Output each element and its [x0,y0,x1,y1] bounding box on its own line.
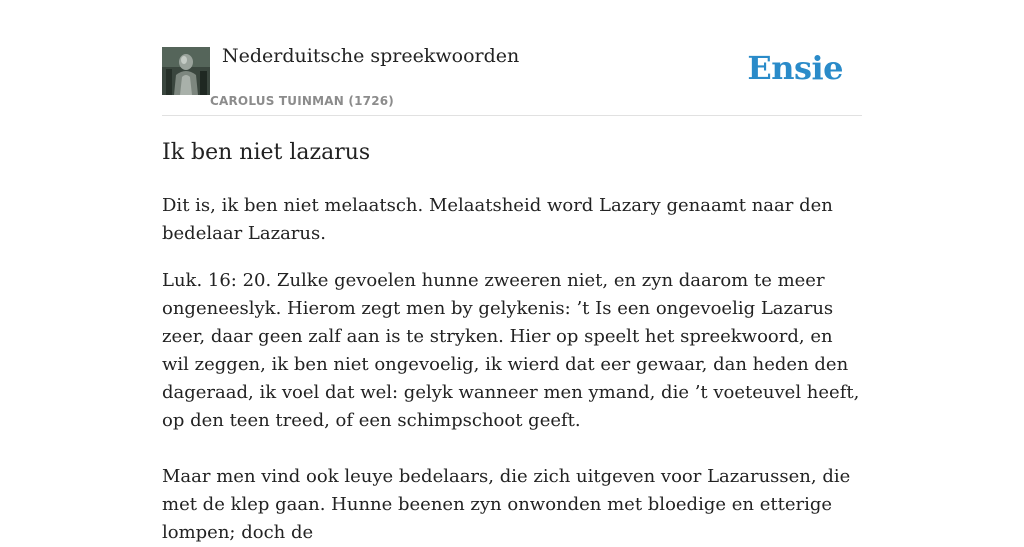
source-avatar[interactable] [162,47,210,95]
statue-portrait-image [162,47,210,95]
entry-paragraph: Luk. 16: 20. Zulke gevoelen hunne zweeren niet, en zyn daarom te meer ongeneeslyk. Hierom zegt men by gelykenis: ’t Is een ongevoelig Lazarus zeer, daar geen zalf aan is te stryken. Hier op speelt het spreekwoord, en wil zeggen, ik ben niet ongevoelig, ik wierd dat eer gewaar, dan heden den dageraad, ik voel dat wel: gelyk wanneer men ymand, die ’t voeteuvel heeft, op den teen treed, of een schimpschoot geeft. [162,270,860,431]
entry-header [162,0,862,116]
entry-paragraph: Maar men vind ook leuye bedelaars, die zich uitgeven voor Lazarussen, die met de klep gaan. Hunne beenen zyn onwonden met bloedige en etterige lompen; doch de [162,466,851,543]
entry-paragraph: Dit is, ik ben niet melaatsch. Melaatsheid word Lazary genaamt naar den bedelaar Lazarus. [162,195,833,244]
source-author: CAROLUS TUINMAN (1726) [210,94,394,108]
ensie-logo[interactable]: Ensie [747,49,843,87]
entry-title: Ik ben niet lazarus [162,140,371,165]
source-title-link[interactable]: Nederduitsche spreekwoorden [222,45,520,67]
entry-container [162,0,862,543]
